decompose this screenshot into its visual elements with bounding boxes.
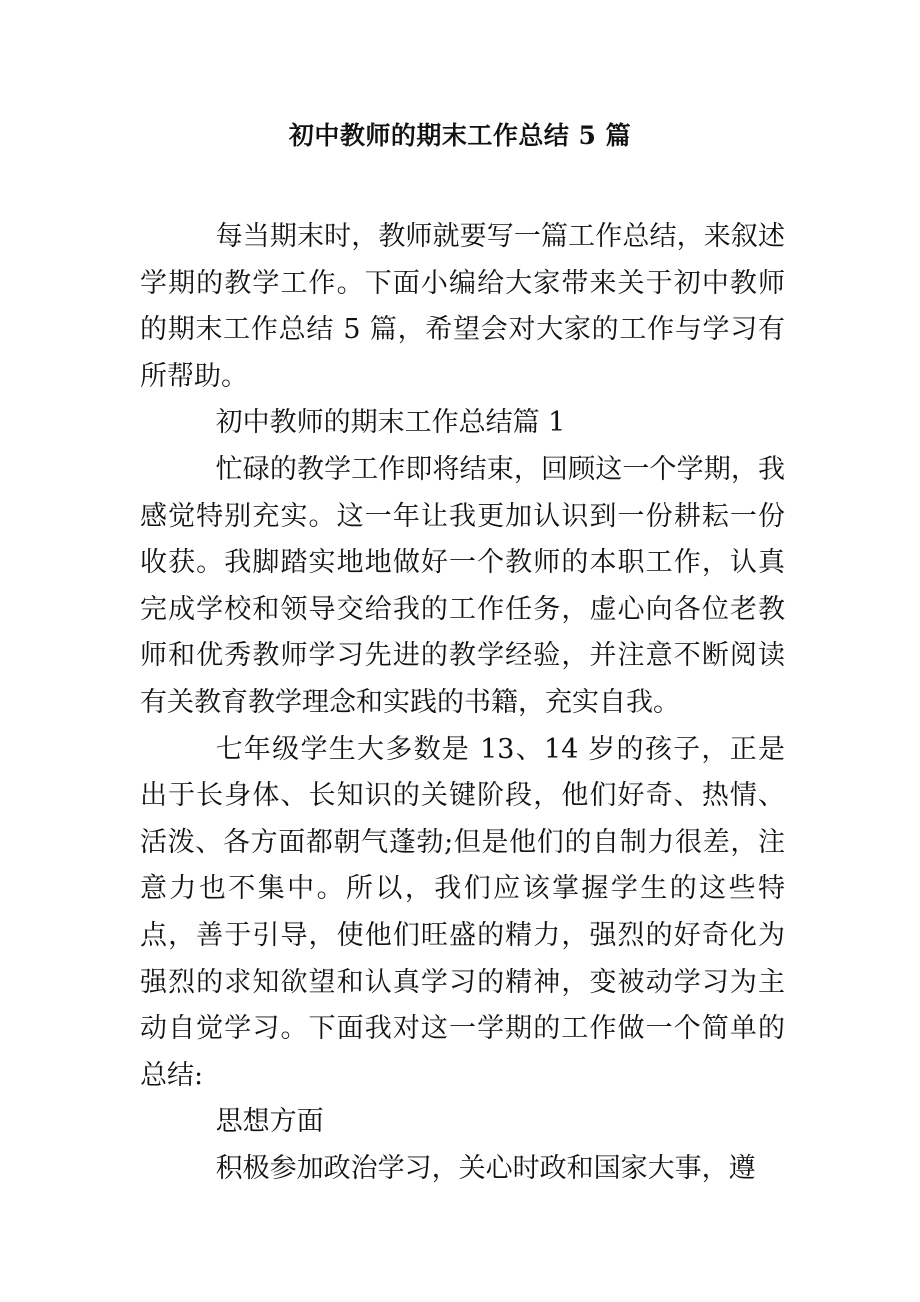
body-paragraph: 忙碌的教学工作即将结束，回顾这一个学期，我感觉特别充实。这一年让我更加认识到一份耕耘一份收获。我脚踏实地地做好一个教师的本职工作，认真完成学校和领导交给我的工作任务，虚心向各位老教师和优秀教师学习先进的教学经验，并注意不断阅读有关教育教学理念和实践的书籍，充实自我。: [140, 453, 785, 718]
document-body: [140, 214, 785, 1192]
body-paragraph: 积极参加政治学习，关心时政和国家大事，遵: [215, 1152, 756, 1184]
section-heading-part-1: 初中教师的期末工作总结篇 1: [215, 407, 566, 439]
section-heading-ideology: 思想方面: [215, 1106, 324, 1138]
document-title: 初中教师的期末工作总结 5 篇: [288, 121, 632, 150]
intro-paragraph: 每当期末时，教师就要写一篇工作总结，来叙述学期的教学工作。下面小编给大家带来关于初中教师的期末工作总结 5 篇，希望会对大家的工作与学习有所帮助。: [140, 221, 785, 392]
body-paragraph: 七年级学生大多数是 13、14 岁的孩子，正是出于长身体、长知识的关键阶段，他们好奇、热情、活泼、各方面都朝气蓬勃;但是他们的自制力很差，注意力也不集中。所以，我们应该掌握学生的这些特点，善于引导，使他们旺盛的精力，强烈的好奇化为强烈的求知欲望和认真学习的精神，变被动学习为主动自觉学习。下面我对这一学期的工作做一个简单的总结:: [140, 733, 785, 1091]
